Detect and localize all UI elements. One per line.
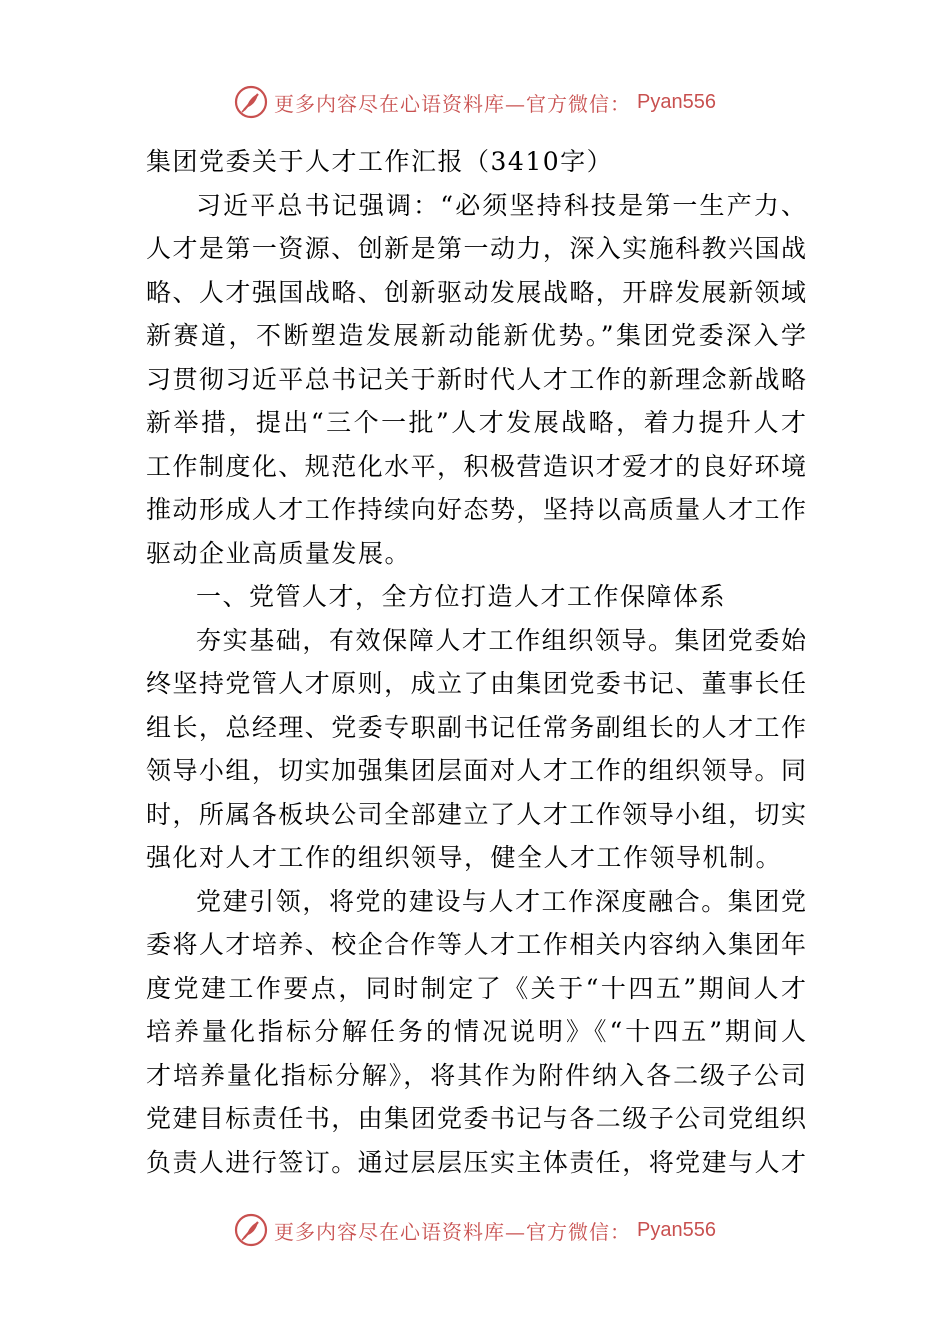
text-line: 驱动企业高质量发展。 (146, 538, 412, 568)
watermark-text: 更多内容尽在心语资料库—官方微信： (274, 1219, 632, 1244)
text-line: 培养量化指标分解任务的情况说明》《“十四五”期间人 (146, 1017, 806, 1046)
quill-logo-icon (234, 1213, 268, 1247)
text-line: 推动形成人才工作持续向好态势，坚持以高质量人才工作 (146, 495, 806, 524)
text-line: 习近平总书记强调：“必须坚持科技是第一生产力、 (196, 190, 806, 220)
text-line: 党建目标责任书，由集团党委书记与各二级子公司党组织 (146, 1104, 806, 1133)
text-line: 一、党管人才，全方位打造人才工作保障体系 (196, 582, 727, 611)
text-line: 负责人进行签订。通过层层压实主体责任，将党建与人才 (146, 1147, 806, 1177)
text-line: 度党建工作要点，同时制定了《关于“十四五”期间人才 (146, 973, 806, 1003)
text-line: 工作制度化、规范化水平，积极营造识才爱才的良好环境 (146, 451, 806, 481)
text-line: 新赛道，不断塑造发展新动能新优势。”集团党委深入学 (146, 321, 806, 350)
text-line: 终坚持党管人才原则，成立了由集团党委书记、董事长任 (146, 669, 806, 698)
text-line: 党建引领，将党的建设与人才工作深度融合。集团党 (196, 886, 806, 916)
quill-logo-icon (234, 85, 268, 119)
watermark-text: 更多内容尽在心语资料库—官方微信： (274, 91, 632, 116)
text-line: 领导小组，切实加强集团层面对人才工作的组织领导。同 (146, 756, 806, 785)
text-line: 才培养量化指标分解》，将其作为附件纳入各二级子公司 (146, 1060, 806, 1090)
text-line: 略、人才强国战略、创新驱动发展战略，开辟发展新领域 (146, 277, 806, 307)
text-line: 委将人才培养、校企合作等人才工作相关内容纳入集团年 (146, 930, 806, 959)
text-line: 组长，总经理、党委专职副书记任常务副组长的人才工作 (146, 712, 806, 742)
text-line: 新举措，提出“三个一批”人才发展战略，着力提升人才 (146, 408, 806, 437)
document-lines (146, 184, 806, 1185)
watermark-footer (0, 1210, 950, 1250)
text-line: 习贯彻习近平总书记关于新时代人才工作的新理念新战略 (146, 364, 806, 394)
watermark-handle: Pyan556 (637, 90, 716, 113)
watermark-header (0, 82, 950, 122)
text-line: 时，所属各板块公司全部建立了人才工作领导小组，切实 (146, 799, 806, 829)
text-line: 人才是第一资源、创新是第一动力，深入实施科教兴国战 (146, 234, 806, 263)
watermark-handle: Pyan556 (637, 1218, 716, 1241)
document-title: 集团党委关于人才工作汇报（3410字） (146, 147, 614, 176)
document-body (146, 140, 806, 1184)
text-line: 强化对人才工作的组织领导，健全人才工作领导机制。 (146, 843, 783, 872)
text-line: 夯实基础，有效保障人才工作组织领导。集团党委始 (196, 625, 806, 655)
